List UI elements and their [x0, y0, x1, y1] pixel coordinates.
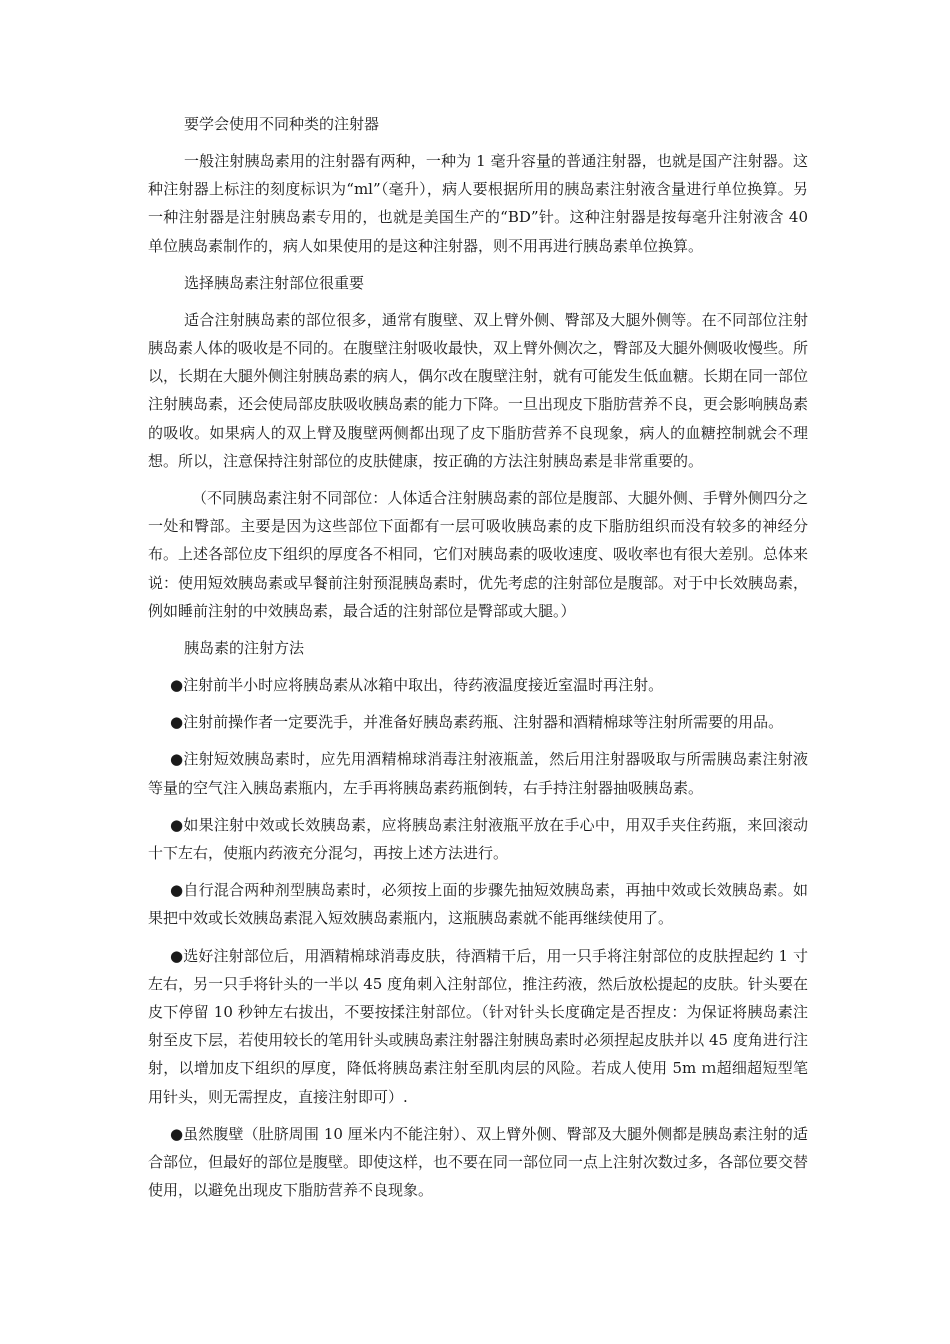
section-heading-injection-method: 胰岛素的注射方法	[184, 639, 305, 658]
bullet-item: ●选好注射部位后，用酒精棉球消毒皮肤，待酒精干后，用一只手将注射部位的皮肤捏起约 1 寸左右，另一只手将针头的一半以 45 度角刺入注射部位，推注药液，然后放松提起的皮肤。针头要在皮下停留 10 秒钟左右拔出，不要按揉注射部位。（针对针头长度确定是否捏皮：为保证将胰岛素注射至皮下层，若使用较长的笔用针头或胰岛素注射器注射胰岛素时必须捏起皮肤并以 45 度角进行注射，以增加皮下组织的厚度，降低将胰岛素注射至肌肉层的风险。若成人使用 5m ｍ超细超短型笔用针头，则无需捏皮，直接注射即可）.	[148, 946, 808, 1106]
document-page	[148, 110, 808, 1214]
paragraph-site-note: （不同胰岛素注射不同部位：人体适合注射胰岛素的部位是腹部、大腿外侧、手臂外侧四分之一处和臀部。主要是因为这些部位下面都有一层可吸收胰岛素的皮下脂肪组织而没有较多的神经分布。上述各部位皮下组织的厚度各不相同，它们对胰岛素的吸收速度、吸收率也有很大差别。总体来说：使用短效胰岛素或早餐前注射预混胰岛素时，优先考虑的注射部位是腹部。对于中长效胰岛素，例如睡前注射的中效胰岛素，最合适的注射部位是臀部或大腿。）	[148, 489, 809, 620]
paragraph-syringe-types: 一般注射胰岛素用的注射器有两种，一种为 1 毫升容量的普通注射器，也就是国产注射器。这种注射器上标注的刻度标识为“ml”（毫升），病人要根据所用的胰岛素注射液含量进行单位换算。另一种注射器是注射胰岛素专用的，也就是美国生产的“BD”针。这种注射器是按每毫升注射液含 40 单位胰岛素制作的，病人如果使用的是这种注射器，则不用再进行胰岛素单位换算。	[148, 152, 808, 255]
section-heading-syringe-types: 要学会使用不同种类的注射器	[184, 115, 380, 133]
bullet-item: ●注射前半小时应将胰岛素从冰箱中取出，待药液温度接近室温时再注射。	[170, 676, 664, 695]
bullet-item: ●自行混合两种剂型胰岛素时，必须按上面的步骤先抽短效胰岛素，再抽中效或长效胰岛素。如果把中效或长效胰岛素混入短效胰岛素瓶内，这瓶胰岛素就不能再继续使用了。	[148, 881, 808, 928]
bullet-item: ●如果注射中效或长效胰岛素，应将胰岛素注射液瓶平放在手心中，用双手夹住药瓶，来回滚动十下左右，使瓶内药液充分混匀，再按上述方法进行。	[148, 815, 808, 863]
bullet-item: ●注射短效胰岛素时，应先用酒精棉球消毒注射液瓶盖，然后用注射器吸取与所需胰岛素注射液等量的空气注入胰岛素瓶内，左手再将胰岛素药瓶倒转，右手持注射器抽吸胰岛素。	[148, 750, 808, 797]
section-heading-injection-site: 选择胰岛素注射部位很重要	[184, 273, 365, 292]
bullet-item: ●注射前操作者一定要洗手，并准备好胰岛素药瓶、注射器和酒精棉球等注射所需要的用品。	[170, 713, 784, 732]
paragraph-injection-site: 适合注射胰岛素的部位很多，通常有腹壁、双上臂外侧、臀部及大腿外侧等。在不同部位注射胰岛素人体的吸收是不同的。在腹壁注射吸收最快，双上臂外侧次之，臀部及大腿外侧吸收慢些。所以，长期在大腿外侧注射胰岛素的病人，偶尔改在腹壁注射，就有可能发生低血糖。长期在同一部位注射胰岛素，还会使局部皮肤吸收胰岛素的能力下降。一旦出现皮下脂肪营养不良，更会影响胰岛素的吸收。如果病人的双上臂及腹壁两侧都出现了皮下脂肪营养不良现象，病人的血糖控制就会不理想。所以，注意保持注射部位的皮肤健康，按正确的方法注射胰岛素是非常重要的。	[148, 310, 809, 470]
bullet-item: ●虽然腹壁（肚脐周围 10 厘米内不能注射）、双上臂外侧、臀部及大腿外侧都是胰岛素注射的适合部位，但最好的部位是腹壁。即使这样，也不要在同一部位同一点上注射次数过多，各部位要交替使用，以避免出现皮下脂肪营养不良现象。	[148, 1124, 809, 1200]
